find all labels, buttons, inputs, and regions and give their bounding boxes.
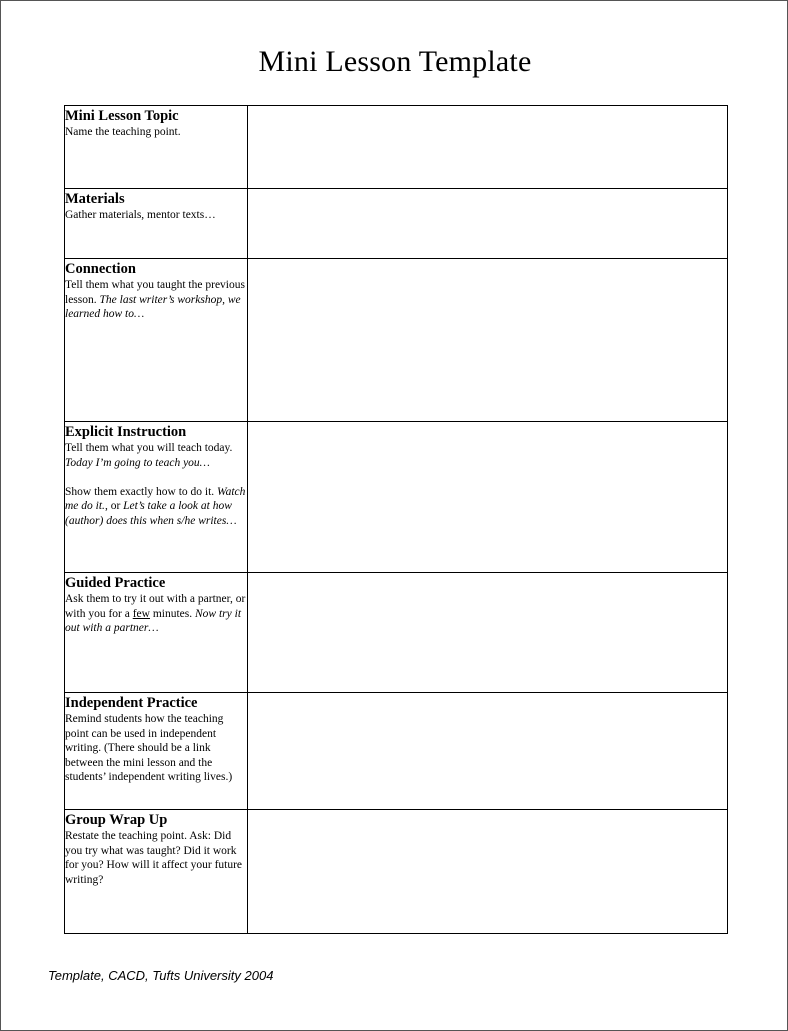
section-heading-explicit: Explicit Instruction xyxy=(65,424,187,440)
connection-example: The last writer’s workshop, we learned how to… xyxy=(65,293,241,320)
entry-cell-independent[interactable] xyxy=(248,693,728,810)
guided-instruction-b: minutes. xyxy=(152,607,193,620)
row-guided xyxy=(65,573,728,693)
explicit-example-2a: Watch me do it. xyxy=(65,485,246,512)
page-title: Mini Lesson Template xyxy=(258,45,532,78)
section-desc-wrapup: Restate the teaching point. Ask: Did you try what was taught? Did it work for you? How will it affect your future writing? xyxy=(65,830,243,886)
row-independent xyxy=(65,693,728,810)
row-topic xyxy=(65,106,728,189)
entry-cell-topic[interactable] xyxy=(248,106,728,189)
section-desc-explicit-2 xyxy=(65,485,247,529)
section-heading-guided: Guided Practice xyxy=(65,575,166,591)
lesson-plan-table xyxy=(64,105,728,934)
section-desc-guided xyxy=(65,592,247,636)
section-desc-independent: Remind students how the teaching point can be used in independent writing. (There should be a link between the mini lesson and the students’ independent writing lives.) xyxy=(65,713,233,783)
guided-instruction-a: Ask them to try it out with a partner, or with you for a xyxy=(65,593,246,620)
label-cell-guided xyxy=(65,573,248,693)
label-cell-explicit xyxy=(65,422,248,573)
section-heading-materials: Materials xyxy=(65,191,125,207)
row-materials xyxy=(65,189,728,259)
paragraph-gap xyxy=(65,470,247,485)
section-heading-topic: Mini Lesson Topic xyxy=(65,108,179,124)
entry-cell-guided[interactable] xyxy=(248,573,728,693)
explicit-example-2b: Let’s take a look at how (author) does this when s/he writes… xyxy=(65,500,237,527)
label-cell-materials xyxy=(65,189,248,259)
section-heading-wrapup: Group Wrap Up xyxy=(65,812,168,828)
explicit-instruction-1: Tell them what you will teach today. xyxy=(65,442,233,454)
entry-cell-explicit[interactable] xyxy=(248,422,728,573)
label-cell-wrapup xyxy=(65,810,248,934)
connection-instruction: Tell them what you taught the previous lesson. xyxy=(65,279,245,306)
section-desc-explicit-1 xyxy=(65,441,247,470)
label-cell-topic xyxy=(65,106,248,189)
entry-cell-connection[interactable] xyxy=(248,259,728,422)
explicit-instruction-2: Show them exactly how to do it. xyxy=(65,485,215,498)
row-connection xyxy=(65,259,728,422)
entry-cell-materials[interactable] xyxy=(248,189,728,259)
label-cell-independent xyxy=(65,693,248,810)
footer-credit: Template, CACD, Tufts University 2004 xyxy=(48,968,274,983)
row-explicit xyxy=(65,422,728,573)
guided-underlined-word: few xyxy=(132,607,150,620)
row-wrapup xyxy=(65,810,728,934)
entry-cell-wrapup[interactable] xyxy=(248,810,728,934)
section-desc-materials: Gather materials, mentor texts… xyxy=(65,209,216,221)
section-heading-connection: Connection xyxy=(65,261,136,277)
section-desc-topic: Name the teaching point. xyxy=(65,126,181,138)
guided-example: Now try it out with a partner… xyxy=(65,607,242,634)
section-heading-independent: Independent Practice xyxy=(65,695,198,711)
explicit-join: , or xyxy=(104,500,121,512)
label-cell-connection xyxy=(65,259,248,422)
section-desc-connection xyxy=(65,278,247,322)
explicit-example-1: Today I’m going to teach you… xyxy=(65,456,210,469)
